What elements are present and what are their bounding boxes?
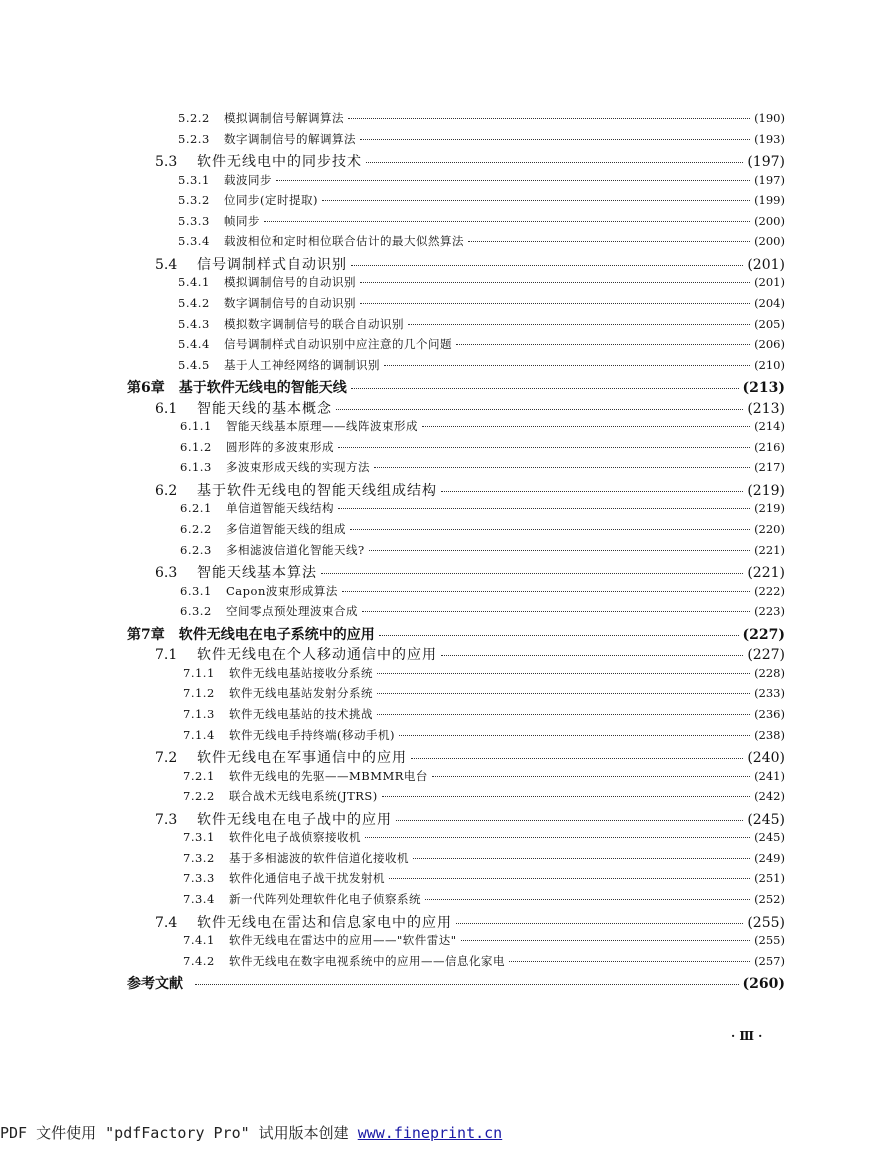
toc-entry[interactable] <box>183 932 785 948</box>
dot-leader <box>382 796 750 797</box>
toc-entry-title: 软件化电子战侦察接收机 <box>229 830 361 845</box>
toc-entry-title: 软件无线电的先驱——MBMMR电台 <box>229 768 428 783</box>
toc-entry-number: 5.4.1 <box>178 275 210 290</box>
toc-entry-number: 第6章 <box>127 380 165 397</box>
toc-entry-title: 基于软件无线电的智能天线 <box>178 380 347 397</box>
toc-entry[interactable] <box>178 233 785 249</box>
toc-entry-page: (255) <box>747 914 785 931</box>
toc-entry-page: (201) <box>754 275 785 290</box>
toc-entry-title: 多相滤波信道化智能天线? <box>226 542 365 557</box>
dot-leader <box>399 735 750 736</box>
toc-entry-number: 7.3.4 <box>183 891 215 906</box>
toc-entry[interactable] <box>127 624 785 644</box>
dot-leader <box>379 635 739 636</box>
toc-entry-title: 软件无线电手持终端(移动手机) <box>229 727 395 742</box>
toc-entry-title: 多波束形成天线的实现方法 <box>226 460 370 475</box>
toc-entry-number: 5.2.2 <box>178 111 210 125</box>
toc-entry-page: (227) <box>742 626 785 643</box>
toc-entry-title: 帧同步 <box>224 213 260 228</box>
toc-entry-number: 7.3.2 <box>183 850 215 865</box>
toc-entry-number: 7.3.1 <box>183 830 215 845</box>
toc-entry-title: 模拟调制信号解调算法 <box>224 111 344 125</box>
toc-entry-page: (190) <box>754 111 785 125</box>
dot-leader <box>336 409 743 410</box>
toc-entry[interactable] <box>178 316 785 332</box>
toc-entry[interactable] <box>180 521 785 537</box>
dot-leader <box>365 837 750 838</box>
dot-leader <box>374 467 750 468</box>
toc-entry-number: 5.3.4 <box>178 234 210 249</box>
toc-entry-page: (201) <box>747 256 785 273</box>
toc-entry[interactable] <box>127 973 785 993</box>
toc-entry-title: 基于多相滤波的软件信道化接收机 <box>229 850 409 865</box>
toc-entry-number: 7.4.2 <box>183 953 215 968</box>
toc-entry[interactable] <box>155 747 785 767</box>
toc-entry-page: (222) <box>754 583 785 598</box>
toc-entry[interactable] <box>155 809 785 829</box>
toc-entry-page: (236) <box>754 707 785 721</box>
dot-leader <box>422 426 750 427</box>
toc-entry-title: 基于软件无线电的智能天线组成结构 <box>197 482 437 499</box>
dot-leader <box>425 899 750 900</box>
toc-entry-page: (204) <box>754 296 785 310</box>
toc-entry-title: 软件无线电在数字电视系统中的应用——信息化家电 <box>229 953 505 968</box>
toc-entry-page: (260) <box>742 976 785 993</box>
dot-leader <box>264 221 750 222</box>
toc-entry-page: (238) <box>754 727 785 742</box>
toc-entry-page: (216) <box>754 439 785 454</box>
dot-leader <box>276 180 750 181</box>
toc-entry-number: 7.2 <box>155 750 178 767</box>
toc-entry-page: (219) <box>754 501 785 516</box>
dot-leader <box>369 550 750 551</box>
toc-entry-number: 7.1.4 <box>183 727 215 742</box>
toc-entry[interactable] <box>183 685 785 701</box>
toc-entry-title: 位同步(定时提取) <box>224 193 318 208</box>
toc-entry-number: 7.4.1 <box>183 933 215 947</box>
toc-entry-title: 联合战术无线电系统(JTRS) <box>229 789 378 804</box>
toc-entry-title: 载波相位和定时相位联合估计的最大似然算法 <box>224 234 464 249</box>
toc-entry-number: 6.3.1 <box>180 583 212 598</box>
toc-entry[interactable] <box>183 953 785 969</box>
toc-entry-title: 载波同步 <box>224 172 272 187</box>
toc-entry[interactable] <box>180 603 785 619</box>
toc-entry-page: (245) <box>754 830 785 845</box>
toc-entry-title: 软件无线电在个人移动通信中的应用 <box>197 647 437 664</box>
toc-entry[interactable] <box>180 583 785 599</box>
dot-leader <box>461 940 750 941</box>
toc-entry-number: 第7章 <box>127 626 165 643</box>
dot-leader <box>342 591 750 592</box>
dot-leader <box>377 714 750 715</box>
toc-entry[interactable] <box>183 870 785 886</box>
toc-entry-title: 信号调制样式自动识别中应注意的几个问题 <box>224 337 452 352</box>
toc-entry-page: (233) <box>754 686 785 701</box>
toc-entry-number: 5.4.5 <box>178 357 210 372</box>
toc-entry[interactable] <box>178 295 785 311</box>
toc-entry-title: 模拟数字调制信号的联合自动识别 <box>224 316 404 331</box>
toc-entry-page: (197) <box>747 154 785 171</box>
toc-entry-number: 7.4 <box>155 914 178 931</box>
toc-entry[interactable] <box>178 131 785 147</box>
toc-entry-number: 5.2.3 <box>178 131 210 146</box>
dot-leader <box>396 820 743 821</box>
toc-entry-page: (200) <box>754 213 785 228</box>
toc-entry[interactable] <box>178 213 785 229</box>
toc-entry[interactable] <box>127 377 785 397</box>
toc-entry-title: 信号调制样式自动识别 <box>197 256 347 273</box>
dot-leader <box>360 282 750 283</box>
toc-entry[interactable] <box>155 398 785 418</box>
dot-leader <box>432 776 750 777</box>
toc-entry-title: 空间零点预处理波束合成 <box>226 604 358 619</box>
dot-leader <box>441 491 743 492</box>
toc-entry-number: 5.4.3 <box>178 316 210 331</box>
dot-leader <box>509 961 750 962</box>
toc-entry-number: 5.3.3 <box>178 213 210 228</box>
toc-entry[interactable] <box>180 439 785 455</box>
footer-text: PDF 文件使用 "pdfFactory Pro" 试用版本创建 <box>0 1124 358 1142</box>
toc-entry-page: (199) <box>754 193 785 208</box>
toc-entry-number: 5.3.1 <box>178 172 210 187</box>
toc-entry-page: (217) <box>754 460 785 475</box>
toc-entry-page: (255) <box>754 933 785 947</box>
toc-entry-title: 软件无线电基站发射分系统 <box>229 686 373 701</box>
toc-entry-title: 基于人工神经网络的调制识别 <box>224 357 380 372</box>
dot-leader <box>351 265 743 266</box>
toc-entry-number: 5.3.2 <box>178 193 210 208</box>
toc-entry[interactable] <box>155 562 785 582</box>
toc-entry-title: 数字调制信号的解调算法 <box>224 131 356 146</box>
toc-entry[interactable] <box>178 110 785 126</box>
toc-entry[interactable] <box>155 480 785 500</box>
toc-entry-page: (200) <box>754 234 785 249</box>
toc-entry-title: 智能天线的基本概念 <box>197 400 332 417</box>
toc-entry-title: 智能天线基本原理——线阵波束形成 <box>226 419 418 434</box>
dot-leader <box>348 118 750 119</box>
toc-entry-page: (219) <box>747 482 785 499</box>
dot-leader <box>456 344 750 345</box>
toc-entry-title: 软件无线电在雷达中的应用——"软件雷达" <box>229 933 457 947</box>
page-folio: · Ⅲ · <box>731 1029 763 1043</box>
toc-entry-page: (249) <box>754 850 785 865</box>
toc-entry[interactable] <box>183 891 785 907</box>
toc-entry[interactable] <box>178 274 785 290</box>
toc-entry-number: 7.1 <box>155 647 178 664</box>
toc-entry-page: (213) <box>747 400 785 417</box>
toc-entry-number: 6.3 <box>155 565 178 582</box>
dot-leader <box>456 923 743 924</box>
dot-leader <box>321 573 743 574</box>
toc-entry[interactable] <box>155 151 785 171</box>
toc-entry-title: 软件无线电在电子战中的应用 <box>197 811 392 828</box>
toc-entry-number: 7.3 <box>155 811 178 828</box>
toc-entry-number: 6.1.1 <box>180 419 212 434</box>
toc-entry[interactable] <box>183 850 785 866</box>
toc-entry[interactable] <box>180 500 785 516</box>
toc-entry-title: 软件无线电基站的技术挑战 <box>229 707 373 721</box>
toc-entry-number: 5.4 <box>155 256 178 273</box>
toc-entry[interactable] <box>183 768 785 784</box>
toc-entry-number: 7.1.2 <box>183 686 215 701</box>
toc-entry-title: 软件化通信电子战干扰发射机 <box>229 871 385 886</box>
toc-entry-number: 6.1.3 <box>180 460 212 475</box>
toc-entry-title: 软件无线电基站接收分系统 <box>229 665 373 680</box>
toc-entry-page: (223) <box>754 604 785 619</box>
toc-entry[interactable] <box>183 727 785 743</box>
dot-leader <box>384 365 750 366</box>
toc-entry-number: 6.1 <box>155 400 178 417</box>
toc-entry[interactable] <box>183 706 785 722</box>
toc-entry-page: (220) <box>754 522 785 536</box>
toc-entry-page: (205) <box>754 316 785 331</box>
toc-entry-number: 7.2.2 <box>183 789 215 804</box>
toc-entry-page: (257) <box>754 953 785 968</box>
toc-entry-number: 6.2 <box>155 482 178 499</box>
toc-entry-page: (228) <box>754 665 785 680</box>
toc-entry-number: 7.1.1 <box>183 665 215 680</box>
toc-entry-page: (206) <box>754 337 785 352</box>
dot-leader <box>351 388 739 389</box>
dot-leader <box>441 655 743 656</box>
toc-entry-page: (227) <box>747 647 785 664</box>
toc-entry-page: (210) <box>754 357 785 372</box>
toc-entry[interactable] <box>178 357 785 373</box>
dot-leader <box>360 303 750 304</box>
toc-entry-title: 多信道智能天线的组成 <box>226 522 346 536</box>
toc-entry-page: (214) <box>754 419 785 434</box>
dot-leader <box>411 758 743 759</box>
dot-leader <box>338 508 750 509</box>
toc-entry-title: 数字调制信号的自动识别 <box>224 296 356 310</box>
toc-entry-number: 6.3.2 <box>180 604 212 619</box>
dot-leader <box>468 241 750 242</box>
toc-entry-number: 6.1.2 <box>180 439 212 454</box>
toc-entry-page: (221) <box>747 565 785 582</box>
toc-entry-page: (245) <box>747 811 785 828</box>
toc-entry-title: 软件无线电中的同步技术 <box>197 154 362 171</box>
dot-leader <box>366 162 743 163</box>
toc-entry[interactable] <box>178 192 785 208</box>
toc-entry-title: 智能天线基本算法 <box>197 565 317 582</box>
footer-link[interactable]: www.fineprint.cn <box>357 1124 503 1142</box>
toc-entry[interactable] <box>180 542 785 558</box>
toc-entry[interactable] <box>155 254 785 274</box>
toc-entry-title: 软件无线电在雷达和信息家电中的应用 <box>197 914 452 931</box>
toc-entry-page: (240) <box>747 750 785 767</box>
toc-entry-number: 5.3 <box>155 154 178 171</box>
toc-entry[interactable] <box>155 644 785 664</box>
toc-entry-page: (252) <box>754 891 785 906</box>
toc-entry-page: (221) <box>754 542 785 557</box>
dot-leader <box>389 878 750 879</box>
toc-entry-page: (193) <box>754 131 785 146</box>
toc-entry-title: 圆形阵的多波束形成 <box>226 439 334 454</box>
toc-entry[interactable] <box>180 459 785 475</box>
toc-entry-page: (213) <box>742 380 785 397</box>
dot-leader <box>350 529 750 530</box>
dot-leader <box>195 984 739 985</box>
toc-entry-page: (197) <box>754 172 785 187</box>
toc-entry-number: 7.3.3 <box>183 871 215 886</box>
toc-entry-title: 软件无线电在军事通信中的应用 <box>197 750 407 767</box>
toc-entry[interactable] <box>178 336 785 352</box>
toc-entry-page: (251) <box>754 871 785 886</box>
dot-leader <box>377 693 750 694</box>
toc-entry[interactable] <box>183 665 785 681</box>
toc-entry[interactable] <box>155 912 785 932</box>
toc-entry-number: 7.1.3 <box>183 707 215 721</box>
dot-leader <box>338 447 750 448</box>
toc-entry[interactable] <box>180 418 785 434</box>
toc-entry-number: 6.2.2 <box>180 522 212 536</box>
toc-entry[interactable] <box>178 172 785 188</box>
toc-entry[interactable] <box>183 829 785 845</box>
toc-entry-number: 6.2.1 <box>180 501 212 516</box>
toc-entry-title: 新一代阵列处理软件化电子侦察系统 <box>229 891 421 906</box>
dot-leader <box>322 200 750 201</box>
dot-leader <box>362 611 750 612</box>
dot-leader <box>408 324 750 325</box>
toc-entry-title: 单信道智能天线结构 <box>226 501 334 516</box>
toc-entry-title: 参考文献 <box>127 976 183 993</box>
toc-entry-page: (241) <box>754 768 785 783</box>
dot-leader <box>360 139 750 140</box>
toc-entry-number: 5.4.4 <box>178 337 210 352</box>
toc-entry-page: (242) <box>754 789 785 804</box>
dot-leader <box>413 858 750 859</box>
toc-entry-title: 软件无线电在电子系统中的应用 <box>178 626 375 643</box>
pdf-footer <box>0 1122 502 1143</box>
toc-entry-number: 6.2.3 <box>180 542 212 557</box>
toc-entry-title: Capon波束形成算法 <box>226 583 338 598</box>
dot-leader <box>377 673 750 674</box>
toc-entry-number: 7.2.1 <box>183 768 215 783</box>
toc-entry[interactable] <box>183 788 785 804</box>
toc-entry-number: 5.4.2 <box>178 296 210 310</box>
toc-entry-title: 模拟调制信号的自动识别 <box>224 275 356 290</box>
